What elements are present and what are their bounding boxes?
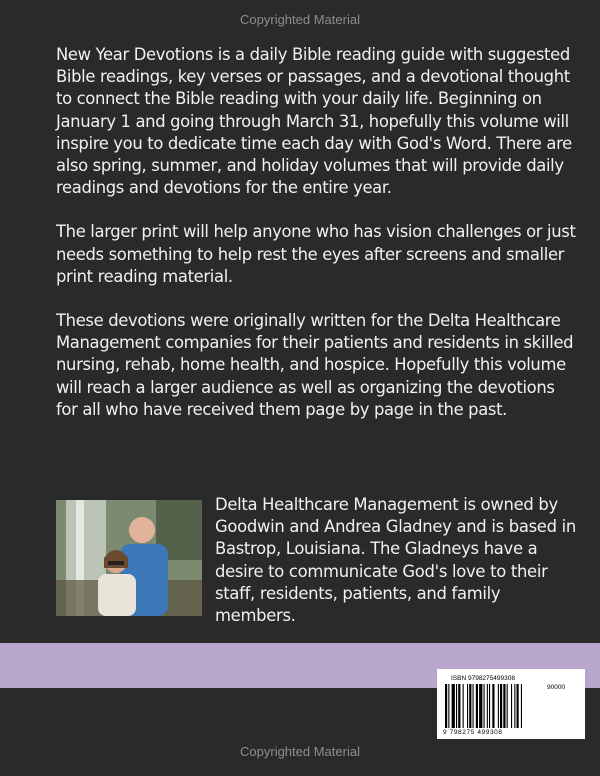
watermark-bottom: Copyrighted Material bbox=[240, 744, 360, 759]
watermark-top: Copyrighted Material bbox=[240, 12, 360, 27]
description-paragraph: The larger print will help anyone who has vision challenges or just needs something to help rest the eyes after screens and smaller print reading material. bbox=[56, 222, 576, 286]
author-photo bbox=[56, 500, 202, 616]
price-code: 90000 bbox=[547, 684, 566, 691]
description-paragraph: New Year Devotions is a daily Bible reading guide with suggested Bible readings, key verses or passages, and a devotional thought to connect the Bible reading with your daily life. Beginning on January 1 and going through March 31, hopefully this volume will inspire you to dedicate time each day with God's Word. There are also spring, summer, and holiday volumes that will provide daily readings and devotions for the entire year. bbox=[56, 45, 572, 198]
isbn-barcode bbox=[437, 669, 585, 739]
author-bio: Delta Healthcare Management is owned by Goodwin and Andrea Gladney and is based in Bastrop, Louisiana. The Gladneys have a desire to communicate God's love to their staff, residents, patients, and family members. bbox=[215, 495, 576, 626]
back-cover-description bbox=[56, 44, 576, 443]
barcode-digits: 9 798275 499308 bbox=[443, 729, 503, 736]
isbn-label: ISBN 9798275499308 bbox=[451, 675, 515, 682]
barcode-bars bbox=[445, 684, 545, 728]
description-paragraph: These devotions were originally written for the Delta Healthcare Management companies for their patients and residents in skilled nursing, rehab, home health, and hospice. Hopefully this volume will reach a larger audience as well as organizing the devotions for all who have received them page by page in the past. bbox=[56, 311, 574, 419]
